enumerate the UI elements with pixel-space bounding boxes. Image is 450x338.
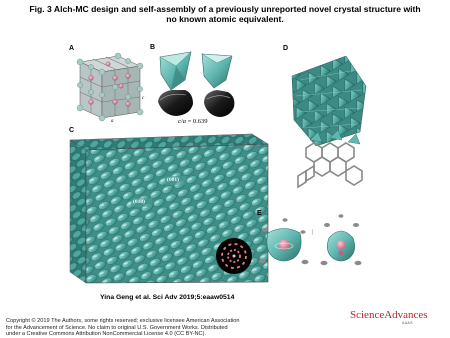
copyright-line-1: Copyright © 2019 The Authors, some rights reserved; exclusive licensee American Association [6,318,240,324]
science-advances-logo[interactable] [350,309,428,325]
miller-index-010: (010) [133,199,145,205]
ratio-symbol: c/a [178,118,186,125]
panel-label-a: A [69,45,75,52]
panel-b-particle-shapes [158,52,234,117]
copyright-line-3: under a Creative Commons Attribution NonCommercial License 4.0 (CC BY-NC). [6,331,207,338]
copyright-notice [6,318,324,338]
axis-label-c: c [142,96,145,101]
panel-label-b: B [150,44,156,51]
panel-a-unit-cell [77,53,143,121]
figure-title-line-2: no known atomic equivalent. [166,14,284,24]
ratio-value: = 0.639 [187,118,208,125]
panel-label-e: E [257,210,262,217]
miller-index-001: (001) [167,177,179,183]
aaas-label: AAAS [402,321,413,325]
copyright-line-2: for the Advancement of Science. No claim to original U.S. Government Works. Distributed [6,324,228,331]
panel-e-density [259,214,362,265]
panel-label-d: D [283,45,289,52]
axis-label-a: a [111,119,114,124]
panel-c-crystal [70,134,268,283]
panel-d-tiling [292,56,366,187]
brand-name: ScienceAdvances [350,309,428,321]
ratio-label [178,118,208,125]
panel-e-right [321,214,362,265]
citation: Yina Geng et al. Sci Adv 2019;5:eaaw0514 [100,294,235,301]
figure-title-line-1: Fig. 3 Alch-MC design and self-assembly of a previously unreported novel crystal structure with [29,4,421,14]
panel-label-c: C [69,127,75,134]
